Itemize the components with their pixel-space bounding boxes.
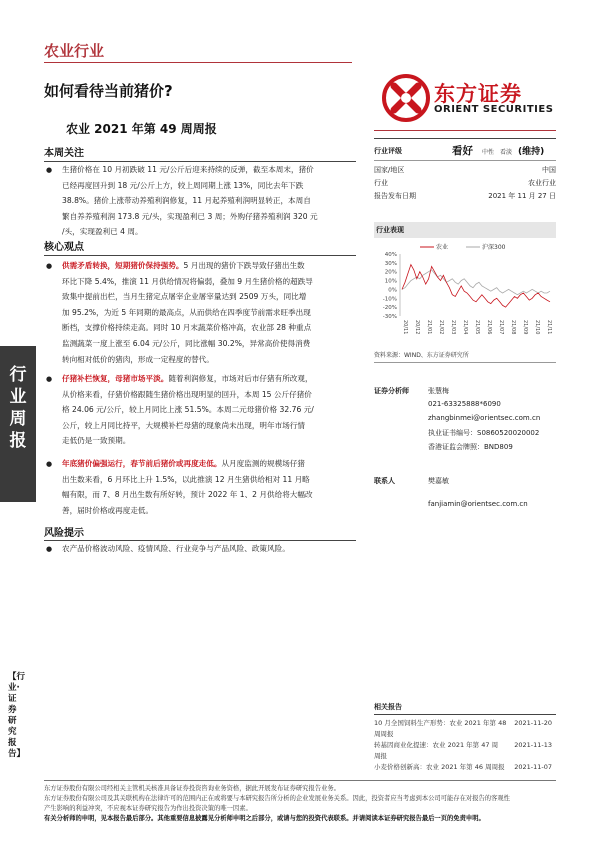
risk-heading: 风险提示 bbox=[44, 528, 84, 539]
core-bullet-icon: ● bbox=[46, 262, 53, 270]
core-item-3 bbox=[62, 456, 358, 518]
legend-label-agri: 农业 bbox=[436, 244, 449, 251]
footer-line: 东方证券股份有限公司经相关主管机关核准具备证券投资咨询业务资格，据此开展发布证券研究报告业务。 bbox=[44, 785, 340, 792]
sector-label: 农业行业 bbox=[44, 42, 105, 60]
analyst-label: 证券分析师 bbox=[374, 387, 409, 395]
core-line: 格 24.06 元/公斤，较上月同比上涨 51.5%。本周二元母猪价格 32.76 元/ bbox=[62, 405, 314, 415]
x-tick-label: 21/03 bbox=[450, 320, 456, 335]
x-tick-label: 21/10 bbox=[534, 320, 540, 335]
core-item-lead: 年底猪价偏强运行，春节前后猪价或再度走低。 bbox=[62, 459, 222, 468]
rating-scale-negative: 看淡 bbox=[500, 149, 513, 156]
core-bullet-icon: ● bbox=[46, 460, 53, 468]
weekly-line: /头，实现盈利已 4 周。 bbox=[62, 227, 143, 237]
rating-row-key: 报告发布日期 bbox=[374, 192, 416, 200]
weekly-line: 生猪价格在 10 月初跌破 11 元/公斤后迎来持续的反弹，截至本周末，猪价 bbox=[62, 165, 314, 174]
contact-label: 联系人 bbox=[374, 477, 395, 485]
contact-email[interactable]: fanjiamin@orientsec.com.cn bbox=[428, 500, 528, 508]
x-tick-label: 21/09 bbox=[522, 320, 528, 335]
report-subtitle: 农业 2021 年第 49 周周报 bbox=[66, 122, 217, 136]
core-line: 幅有限，而 7、8 月出生数有所好转，预计 2022 年 1、2 月供给将大幅改 bbox=[62, 490, 313, 500]
core-line: 5 月出现的猪价下跌导致仔猪出生数 bbox=[183, 261, 305, 270]
rating-top-rule bbox=[374, 138, 556, 139]
risk-bullet-icon: ● bbox=[46, 545, 53, 553]
related-item-date: 2021-11-20 bbox=[514, 719, 552, 727]
rating-box bbox=[374, 138, 556, 204]
y-tick-label: -30% bbox=[382, 314, 397, 320]
related-item-title-cont: 周周报 bbox=[374, 730, 394, 738]
x-tick-label: 21/05 bbox=[474, 320, 480, 335]
rating-row-key: 国家/地区 bbox=[374, 166, 405, 174]
series-line-agri bbox=[402, 265, 550, 308]
core-item-lead: 仔猪补栏恢复，母猪市场平淡。 bbox=[62, 374, 169, 383]
related-item[interactable] bbox=[374, 762, 556, 774]
x-tick-label: 20/12 bbox=[414, 320, 420, 335]
series-line-hs300 bbox=[402, 270, 550, 295]
x-tick-label: 21/07 bbox=[498, 320, 504, 335]
related-item[interactable] bbox=[374, 740, 556, 762]
related-item-title: 转基因商业化提速：农业 2021 年第 47 周 bbox=[374, 741, 499, 749]
legend-label-hs300: 沪深300 bbox=[482, 244, 506, 251]
x-tick-label: 21/08 bbox=[510, 320, 516, 335]
x-tick-label: 21/11 bbox=[546, 320, 552, 335]
x-tick-label: 21/01 bbox=[426, 320, 432, 335]
analyst-phone: 021-63325888*6090 bbox=[428, 400, 501, 408]
performance-heading: 行业表现 bbox=[376, 226, 404, 234]
rating-row-value: 2021 年 11 月 27 日 bbox=[488, 192, 556, 200]
core-line: 出生数来看，6 月环比上升 1.5%，以此推演 12 月生猪供给相对 11 月略 bbox=[62, 474, 310, 484]
y-tick-label: -20% bbox=[382, 305, 397, 312]
side-band-label: 行业周报 bbox=[9, 365, 27, 451]
y-tick-label: 40% bbox=[384, 252, 397, 258]
chart-source: 资料来源：WIND、东方证券研究所 bbox=[374, 352, 469, 359]
rating-status: (维持) bbox=[518, 147, 545, 157]
core-heading: 核心观点 bbox=[44, 242, 84, 253]
related-rule bbox=[374, 714, 556, 715]
company-logo bbox=[382, 74, 558, 124]
related-item-title: 小麦价格创新高：农业 2021 年第 46 周周报 bbox=[374, 763, 505, 771]
x-tick-label: 21/04 bbox=[462, 320, 468, 335]
rating-row-value: 农业行业 bbox=[528, 179, 556, 187]
analyst-cert: 执业证书编号：S0860520020002 bbox=[428, 429, 540, 437]
related-item-title-cont: 周报 bbox=[374, 752, 387, 760]
rating-row-key: 行业 bbox=[374, 179, 388, 187]
core-line: 公斤，较上月同比持平，大规模补栏母猪的现象尚未出现，明年市场行情 bbox=[62, 420, 305, 430]
core-line: 从价格来看，仔猪价格跟随生猪价格出现明显的回升，本周 15 公斤仔猪价 bbox=[62, 389, 312, 399]
y-tick-label: 10% bbox=[384, 278, 397, 285]
logo-text-cn: 东方证券 bbox=[434, 82, 522, 106]
rating-value: 看好 bbox=[452, 145, 473, 157]
rating-label: 行业评级 bbox=[374, 147, 402, 155]
weekly-line: 已经再度回升到 18 元/公斤上方，较上周同期上涨 13%，同比去年下跌 bbox=[62, 180, 304, 190]
weekly-line: 繁自养养殖利润 173.8 元/头，实现盈利已 3 周；外购仔猪养殖利润 320 元 bbox=[62, 211, 318, 221]
related-list bbox=[374, 718, 556, 774]
footer-rule bbox=[44, 780, 556, 781]
rating-row-value: 中国 bbox=[542, 166, 556, 174]
chart-bottom-rule bbox=[374, 362, 556, 363]
core-item-1 bbox=[62, 258, 358, 367]
core-line: 随着利润修复，市场对后市仔猪有所改观， bbox=[168, 374, 313, 383]
core-line: 加 95.2%，为近 5 年同期的最高点，从而供给在四季度节前需求旺季出现 bbox=[62, 307, 311, 317]
side-bottom-label: 【行业·证券研究报告】 bbox=[8, 672, 26, 759]
y-tick-label: 20% bbox=[384, 269, 397, 276]
rating-scale-neutral: 中性 bbox=[482, 149, 495, 156]
y-tick-label: 30% bbox=[384, 260, 397, 267]
analyst-hk-license: 香港证监会牌照：BND809 bbox=[428, 443, 513, 451]
y-tick-label: -10% bbox=[382, 296, 397, 303]
side-band bbox=[0, 346, 36, 502]
core-line: 监测蔬菜一度上涨至 6.04 元/公斤，同比涨幅 30.2%，异常高价使得消费 bbox=[62, 338, 311, 348]
related-item-title: 10 月全国饲料生产形势：农业 2021 年第 48 bbox=[374, 719, 507, 727]
weekly-line: 38.8%。猪价上涨带动养殖利润修复，11 月起养殖利润明显转正，本周自 bbox=[62, 196, 311, 206]
core-line: 走低仍是一致预期。 bbox=[62, 436, 131, 446]
weekly-bullet-icon: ● bbox=[46, 166, 53, 174]
core-heading-rule bbox=[44, 255, 356, 256]
report-title: 如何看待当前猪价? bbox=[44, 82, 173, 100]
related-heading: 相关报告 bbox=[374, 703, 402, 711]
footer-disclaimer bbox=[44, 784, 556, 824]
x-tick-label: 21/02 bbox=[438, 320, 444, 335]
x-tick-label: 21/06 bbox=[486, 320, 492, 335]
analyst-email[interactable]: zhangbinmei@orientsec.com.cn bbox=[428, 414, 541, 422]
footer-line: 东方证券股份有限公司及其关联机构在法律许可的范围内正在或将要与本研究报告所分析的企业发展业务关系。因此，投资者应当考虑到本公司可能存在对报告的客观性 bbox=[44, 795, 510, 802]
core-line: 善，届时价格或再度走低。 bbox=[62, 505, 154, 515]
core-item-2 bbox=[62, 371, 358, 449]
related-item[interactable] bbox=[374, 718, 556, 740]
header-divider bbox=[44, 62, 352, 63]
x-tick-label: 20/11 bbox=[402, 320, 408, 335]
core-bullet-icon: ● bbox=[46, 375, 53, 383]
logo-text-en: ORIENT SECURITIES bbox=[434, 104, 554, 115]
logo-divider bbox=[374, 130, 556, 131]
core-line: 从月度监测的规模场仔猪 bbox=[221, 459, 305, 468]
performance-header bbox=[374, 222, 556, 238]
y-tick-label: 0% bbox=[388, 287, 397, 294]
core-line: 致集中提前出栏，当月生猪定点屠宰企业屠宰量达到 2509 万头，同比增 bbox=[62, 292, 307, 302]
core-line: 转向相对低价的猪肉，形成一定程度的替代。 bbox=[62, 354, 214, 364]
weekly-heading: 本周关注 bbox=[44, 148, 84, 159]
risk-text: 农产品价格波动风险、疫情风险、行业竞争与产品风险、政策风险。 bbox=[62, 544, 290, 553]
related-item-date: 2021-11-13 bbox=[514, 741, 552, 749]
weekly-text bbox=[62, 162, 358, 240]
footer-line: 产生影响的利益冲突，不应视本证券研究报告为作出投资决策的唯一因素。 bbox=[44, 805, 252, 812]
related-item-date: 2021-11-07 bbox=[514, 763, 552, 771]
core-item-lead: 供需矛盾转换，短期猪价保持强势。 bbox=[62, 261, 184, 270]
rating-mid-rule bbox=[374, 160, 556, 161]
analyst-name: 张慧梅 bbox=[428, 387, 449, 395]
footer-line: 有关分析师的申明，见本报告最后部分。其他重要信息披露见分析师申明之后部分，或请与您的投资代表联系。并请阅读本证券研究报告最后一页的免责申明。 bbox=[44, 815, 485, 822]
core-line: 断档，支撑价格持续走高。同时 10 月末蔬菜价格冲高，农业部 28 种重点 bbox=[62, 323, 312, 333]
logo-mark-icon bbox=[382, 74, 430, 122]
performance-chart bbox=[374, 240, 556, 338]
core-line: 环比下降 5.4%，推演 11 月供给情况将偏弱，叠加 9 月生猪价格的超跌导 bbox=[62, 276, 313, 286]
contact-name: 樊嘉敏 bbox=[428, 477, 449, 485]
